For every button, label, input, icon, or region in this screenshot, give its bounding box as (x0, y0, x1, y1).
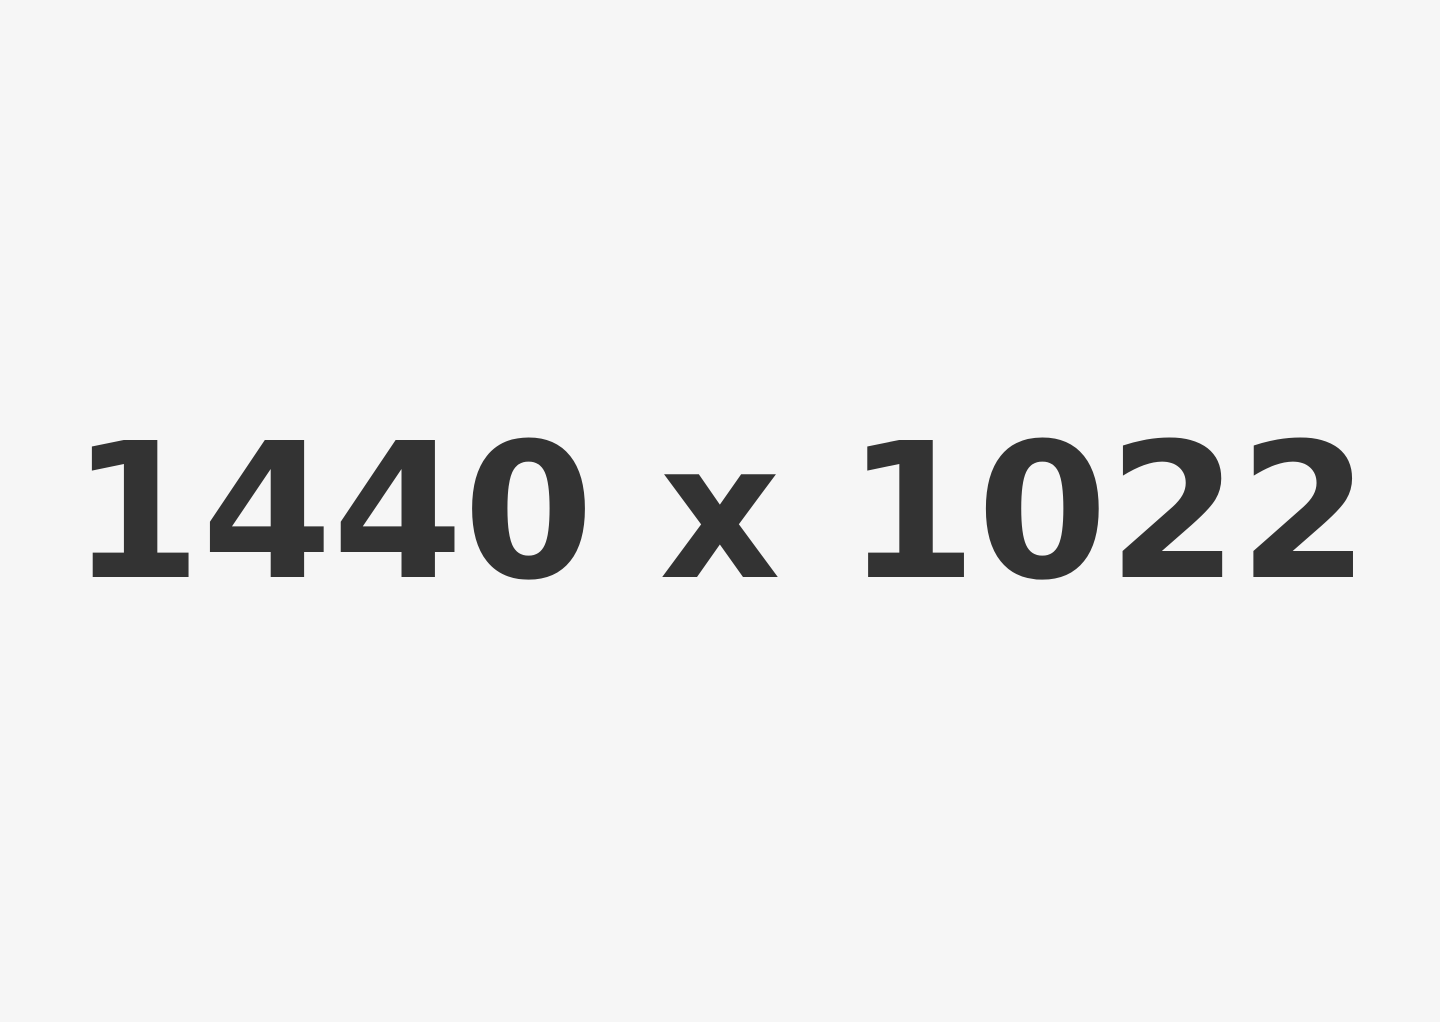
dimensions-label: 1440 x 1022 (70, 403, 1370, 622)
